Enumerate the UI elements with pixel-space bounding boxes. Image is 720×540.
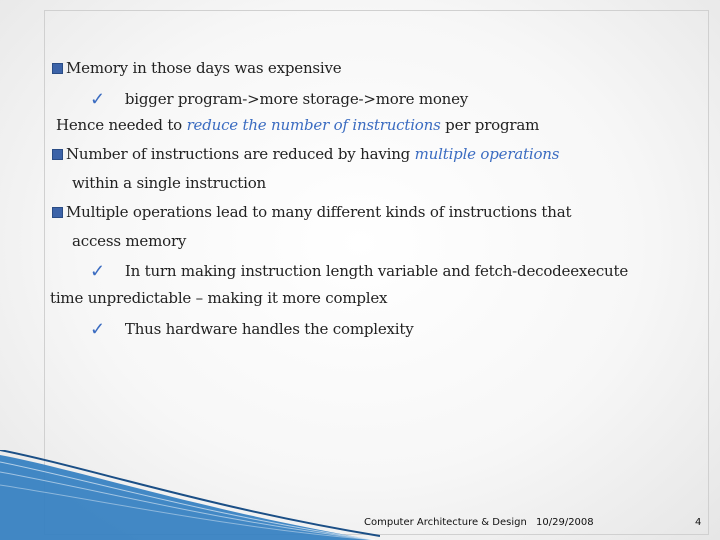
decorative-wave-graphic	[0, 450, 380, 540]
footer-date: 10/29/2008	[536, 517, 594, 528]
square-bullet-icon	[52, 149, 63, 160]
line-text: bigger program->more storage->more money	[124, 90, 469, 108]
footer-course: Computer Architecture & Design	[364, 517, 527, 528]
line-continuation-access-memory	[72, 232, 186, 250]
line-text: within a single instruction	[72, 174, 266, 192]
square-bullet-icon	[52, 63, 63, 74]
checkmark-icon: ✓	[90, 89, 105, 110]
line-hence	[56, 116, 539, 134]
emphasis-text: reduce the number of instructions	[186, 116, 441, 134]
check-line-hardware	[90, 318, 414, 339]
line-text-tail: per program	[440, 116, 540, 134]
line-text: Hence needed to	[56, 116, 187, 134]
line-text: access memory	[72, 232, 187, 250]
bullet-line-number-of-instructions	[52, 145, 559, 163]
line-text: In turn making instruction length variable and fetch-decodeexecute	[124, 262, 629, 280]
check-line-in-turn	[90, 260, 628, 281]
line-continuation-single-instruction	[72, 174, 266, 192]
bullet-line-memory	[52, 59, 341, 77]
line-text: Thus hardware handles the complexity	[124, 320, 414, 338]
line-continuation-time-unpredictable	[50, 289, 387, 307]
square-bullet-icon	[52, 207, 63, 218]
footer-page-number: 4	[695, 517, 702, 528]
bullet-line-multiple-operations	[52, 203, 571, 221]
line-text: Number of instructions are reduced by having	[66, 145, 415, 163]
checkmark-icon: ✓	[90, 319, 105, 340]
line-text: Memory in those days was expensive	[66, 59, 342, 77]
checkmark-icon: ✓	[90, 261, 105, 282]
line-text: time unpredictable – making it more complex	[50, 289, 388, 307]
line-text: Multiple operations lead to many different kinds of instructions that	[66, 203, 572, 221]
emphasis-text: multiple operations	[414, 145, 560, 163]
check-line-bigger-program	[90, 88, 468, 109]
